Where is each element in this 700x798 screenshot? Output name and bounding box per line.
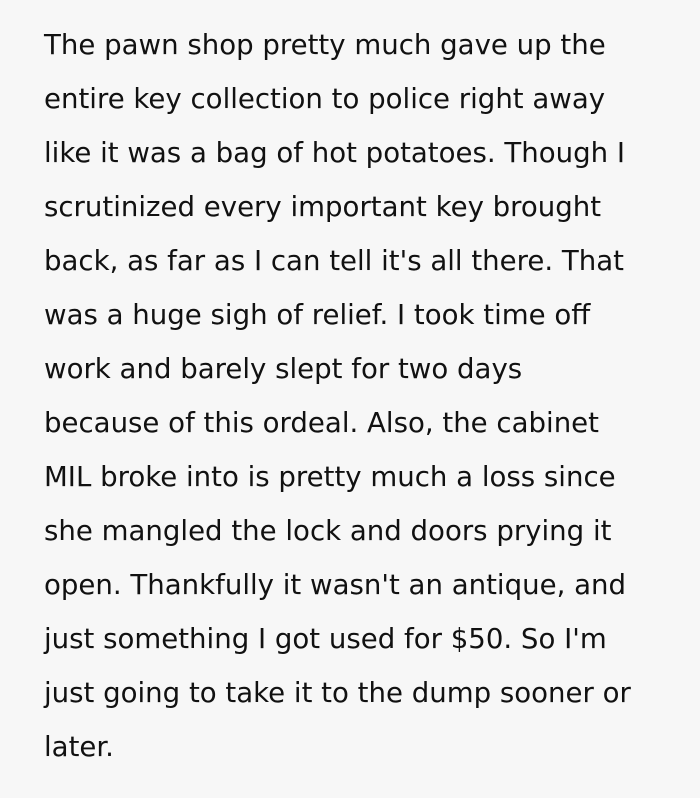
post-text-line: back, as far as I can tell it's all there. That — [44, 244, 624, 277]
post-text-line: scrutinized every important key brought — [44, 190, 602, 223]
post-text-line: just something I got used for $50. So I'm — [44, 622, 607, 655]
post-text-line: The pawn shop pretty much gave up the — [44, 28, 606, 61]
post-text-line: later. — [44, 730, 114, 763]
post-text-line: MIL broke into is pretty much a loss since — [44, 460, 616, 493]
post-text-line: like it was a bag of hot potatoes. Though I — [44, 136, 626, 169]
post-text-line: entire key collection to police right away — [44, 82, 606, 115]
post-text — [44, 18, 684, 774]
post-text-line: just going to take it to the dump sooner or — [44, 676, 631, 709]
post-text-line: was a huge sigh of relief. I took time off — [44, 298, 591, 331]
post-text-line: work and barely slept for two days — [44, 352, 523, 385]
post-text-line: she mangled the lock and doors prying it — [44, 514, 612, 547]
post-text-line: because of this ordeal. Also, the cabinet — [44, 406, 599, 439]
post-text-line: open. Thankfully it wasn't an antique, and — [44, 568, 627, 601]
